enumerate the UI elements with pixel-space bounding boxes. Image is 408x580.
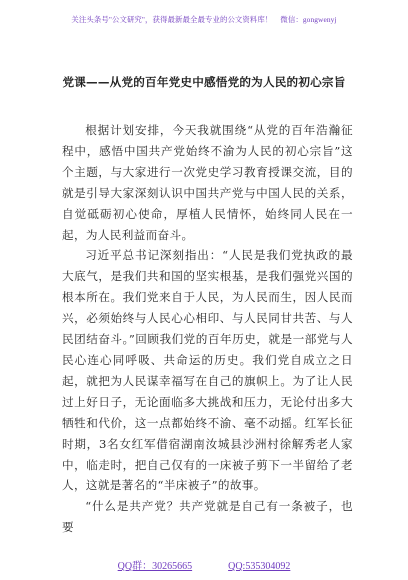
paragraph: 根据计划安排，今天我就围绕“从党的百年浩瀚征程中，感悟中国共产党始终不渝为人民的初心宗旨”这个主题，与大家进行一次党史学习教育授课交流，目的就是引导大家深刻认识中国共产党与中国人民的关系，自觉砥砺初心使命，厚植人民情怀，始终同人民在一起，为人民利益而奋斗。 [62, 123, 353, 242]
footer-qq[interactable]: QQ:535304092 [228, 561, 291, 572]
header-wechat: 微信：gongwenyj [280, 15, 337, 24]
footer-bar [0, 557, 408, 572]
paragraph: 习近平总书记深刻指出：“人民是我们党执政的最大底气，是我们共和国的坚实根基，是我们强党兴国的根本所在。我们党来自于人民，为人民而生，因人民而兴，必须始终与人民心心相印、与人民同甘共苦、与人民团结奋斗。”回顾我们党的百年历史，就是一部党与人民心连心同呼吸、共命运的历史。我们党自成立之日起，就把为人民谋幸福写在自己的旗帜上。为了让人民过上好日子，无论面临多大挑战和压力，无论付出多大牺牲和代价，这一点都始终不渝、毫不动摇。红军长征时期，3名女红军借宿湖南汝城县沙洲村徐解秀老人家中，临走时，把自己仅有的一床被子剪下一半留给了老人，这就是著名的“半床被子”的故事。 [62, 248, 353, 493]
header-notice: 关注头条号"公文研究"，获得最新最全最专业的公文资料库！ [71, 15, 273, 24]
header-banner [0, 14, 408, 25]
footer-qq-group[interactable]: QQ群：30265665 [117, 561, 193, 572]
document-title: 党课——从党的百年党史中感悟党的为人民的初心宗旨 [62, 75, 346, 89]
document-body [62, 120, 353, 538]
paragraph: “什么是共产党？共产党就是自己有一条被子，也要 [62, 499, 353, 535]
